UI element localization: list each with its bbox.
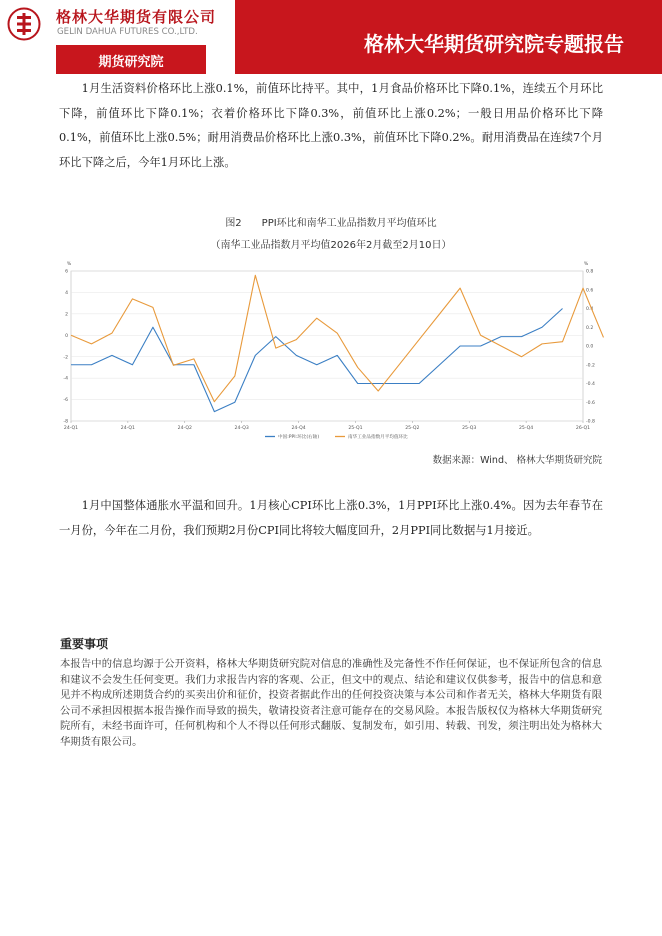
- y-right-tick-label: 0.6: [586, 288, 594, 294]
- y-left-tick-label: -2: [63, 355, 68, 361]
- y-left-tick-label: 2: [65, 312, 68, 318]
- company-name-en: GELIN DAHUA FUTURES CO.,LTD.: [57, 27, 198, 37]
- y-left-tick-label: 4: [65, 291, 68, 297]
- y-left-tick-label: 6: [65, 269, 68, 275]
- legend-label-0: 中国:PPI:环比(右轴): [278, 435, 320, 440]
- y-right-tick-label: -0.6: [586, 400, 595, 406]
- notice-text: 本报告中的信息均源于公开资料，格林大华期货研究院对信息的准确性及完备性不作任何保证，也不保证所包含的信息和建议不会发生任何变更。我们力求报告内容的客观、公正，但文中的观点、结论和建议仅供参考，报告中的信息和意见并不构成所述期货合约的买卖出价和征价，投资者据此作出的任何投资决策与本公司和作者无关，格林大华期货有限公司不承担因根据本报告操作而导致的损失，敬请投资者注意可能存在的交易风险。本报告版权仅为格林大华期货研究院所有，未经书面许可，任何机构和个人不得以任何形式翻版、复制发布，如引用、转载、刊发，须注明出处为格林大华期货有限公司。: [60, 658, 602, 748]
- y-right-tick-label: 0.2: [586, 325, 594, 331]
- company-name-cn: 格林大华期货有限公司: [56, 8, 217, 26]
- report-header: [0, 0, 662, 74]
- x-tick-label: 24-Q1: [120, 426, 135, 431]
- y-right-tick-label: 0.4: [586, 307, 594, 313]
- x-tick-label: 24-Q1: [63, 426, 79, 431]
- y-right-tick-label: 0.0: [586, 344, 594, 350]
- y-right-axis-label: %: [583, 262, 589, 267]
- notice-heading: 重要事项: [60, 637, 109, 651]
- report-title: 格林大华期货研究院专题报告: [364, 32, 624, 56]
- y-left-tick-label: -8: [63, 419, 68, 425]
- y-left-tick-label: -4: [63, 376, 68, 382]
- y-left-tick-label: -6: [63, 398, 68, 404]
- paragraph-inflation: 1月中国整体通胀水平温和回升。1月核心CPI环比上涨0.3%，1月PPI环比上涨0.4%。因为去年春节在一月份，今年在二月份，我们预期2月份CPI同比将较大幅度回升，2月PPI同比数据与1月接近。: [59, 499, 603, 537]
- y-left-tick-label: 0: [65, 333, 68, 339]
- x-tick-label: 26-Q1: [575, 426, 591, 431]
- legend-label-1: 南华工业品指数月平均值环比: [348, 435, 408, 440]
- paragraph-living-goods: 1月生活资料价格环比上涨0.1%，前值环比持平。其中，1月食品价格环比下降0.1%，连续五个月环比下降，前值环比下降0.1%；衣着价格环比下降0.3%，前值环比上涨0.2%；一般日用品价格环比下降0.1%，前值环比上涨0.5%；耐用消费品价格环比上涨0.3%，前值环比下降0.2%。耐用消费品在连续7个月环比下降之后，今年1月环比上涨。: [59, 82, 603, 169]
- figure-title: 图2 PPI环比和南华工业品指数月平均值环比: [225, 218, 437, 229]
- y-left-axis-label: %: [66, 262, 72, 267]
- plot-frame: [71, 271, 583, 421]
- x-tick-label: 25-Q1: [348, 426, 363, 431]
- y-right-tick-label: -0.4: [586, 382, 595, 388]
- x-tick-label: 25-Q3: [462, 426, 477, 431]
- institute-band: [56, 45, 206, 74]
- y-right-tick-label: -0.8: [586, 419, 595, 425]
- logo-area: [0, 0, 235, 74]
- y-right-tick-label: -0.2: [586, 363, 595, 369]
- company-logo-icon: [7, 7, 41, 41]
- y-right-tick-label: 0.8: [586, 269, 594, 275]
- x-tick-label: 24-Q3: [234, 426, 249, 431]
- series-line-0: [71, 309, 563, 412]
- ppi-nanhua-line-chart: [58, 255, 606, 447]
- x-tick-label: 24-Q4: [291, 426, 306, 431]
- x-tick-label: 25-Q2: [405, 426, 420, 431]
- data-source: 数据来源：Wind、 格林大华期货研究院: [432, 455, 602, 466]
- series-line-1: [71, 275, 603, 401]
- x-tick-label: 24-Q2: [177, 426, 192, 431]
- figure-subtitle: （南华工业品指数月平均值2026年2月截至2月10日）: [210, 240, 452, 251]
- institute-label: 期货研究院: [98, 55, 164, 70]
- x-tick-label: 25-Q4: [519, 426, 534, 431]
